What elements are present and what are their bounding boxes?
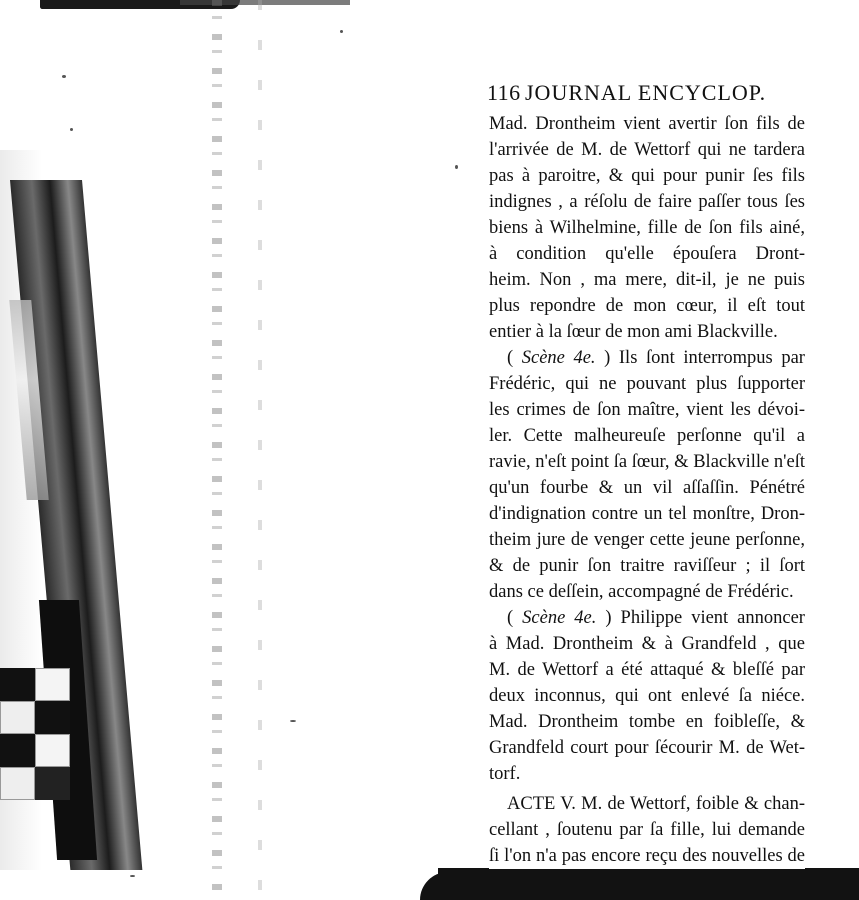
running-head bbox=[487, 80, 817, 108]
speck bbox=[290, 720, 296, 722]
text-line: à Mad. Drontheim & à Grandfeld , que bbox=[489, 634, 805, 654]
text-line: indignes , a réſolu de faire paſſer tous ſes bbox=[489, 192, 805, 212]
text-line: deux inconnus, qui ont enlevé ſa niéce. bbox=[489, 686, 805, 706]
speck bbox=[70, 128, 73, 131]
text-line: Grandfeld court pour ſécourir M. de Wet- bbox=[489, 738, 805, 758]
page-number: 116 bbox=[487, 80, 521, 105]
text-line: & de punir ſon traitre raviſſeur ; il ſort bbox=[489, 556, 805, 576]
text-line: l'arrivée de M. de Wettorf qui ne tardera bbox=[489, 140, 805, 160]
text-line: ravie, n'eſt point ſa ſœur, & Blackville n'eſt bbox=[489, 452, 805, 472]
scan-edge-bottom bbox=[438, 868, 859, 900]
text-line: pas à paroitre, & qui pour punir ſes fils bbox=[489, 166, 805, 186]
show-through-streak bbox=[212, 0, 222, 900]
text-line: heim. Non , ma mere, dit-il, je ne puis bbox=[489, 270, 805, 290]
speck bbox=[340, 30, 343, 33]
scan-edge-top-shadow bbox=[180, 0, 350, 5]
speck bbox=[62, 75, 66, 78]
text-line: cellant , ſoutenu par ſa fille, lui demande bbox=[489, 820, 805, 840]
text-line: Mad. Drontheim tombe en foibleſſe, & bbox=[489, 712, 805, 732]
text-line: d'indignation contre un tel monſtre, Dron- bbox=[489, 504, 805, 524]
text-line: ſi l'on n'a pas encore reçu des nouvelles de bbox=[489, 843, 805, 869]
speck bbox=[130, 875, 135, 877]
text-line: ( Scène 4e. ) Ils ſont interrompus par bbox=[507, 348, 805, 368]
text-line: ler. Cette malheureuſe perſonne qu'il a bbox=[489, 426, 805, 446]
text-line: Frédéric, qui ne pouvant plus ſupporter bbox=[489, 374, 805, 394]
text-line: torf. bbox=[489, 764, 521, 784]
text-line: qu'un fourbe & un vil aſſaſſin. Pénétré bbox=[489, 478, 805, 498]
text-line: à condition qu'elle épouſera Dront- bbox=[489, 244, 805, 264]
running-title: JOURNAL ENCYCLOP. bbox=[525, 80, 767, 105]
text-line: Mad. Drontheim vient avertir ſon fils de bbox=[489, 114, 805, 134]
text-line: entier à la ſœur de mon ami Blackville. bbox=[489, 322, 778, 342]
text-line: plus repondre de mon cœur, il eſt tout bbox=[489, 296, 805, 316]
text-line: ACTE V. M. de Wettorf, foible & chan- bbox=[507, 794, 805, 814]
text-line: theim jure de venger cette jeune perſonne, bbox=[489, 530, 805, 550]
text-line: les crimes de ſon maître, vient les dévoi- bbox=[489, 400, 805, 420]
speck bbox=[455, 165, 458, 169]
text-line: M. de Wettorf a été attaqué & bleſſé par bbox=[489, 660, 805, 680]
show-through-streak-2 bbox=[258, 0, 262, 900]
text-line: ( Scène 4e. ) Philippe vient annoncer bbox=[507, 608, 805, 628]
text-line: dans ce deſſein, accompagné de Frédéric. bbox=[489, 582, 794, 602]
color-calibration-target bbox=[0, 668, 70, 798]
text-line: biens à Wilhelmine, fille de ſon fils ainé, bbox=[489, 218, 805, 238]
